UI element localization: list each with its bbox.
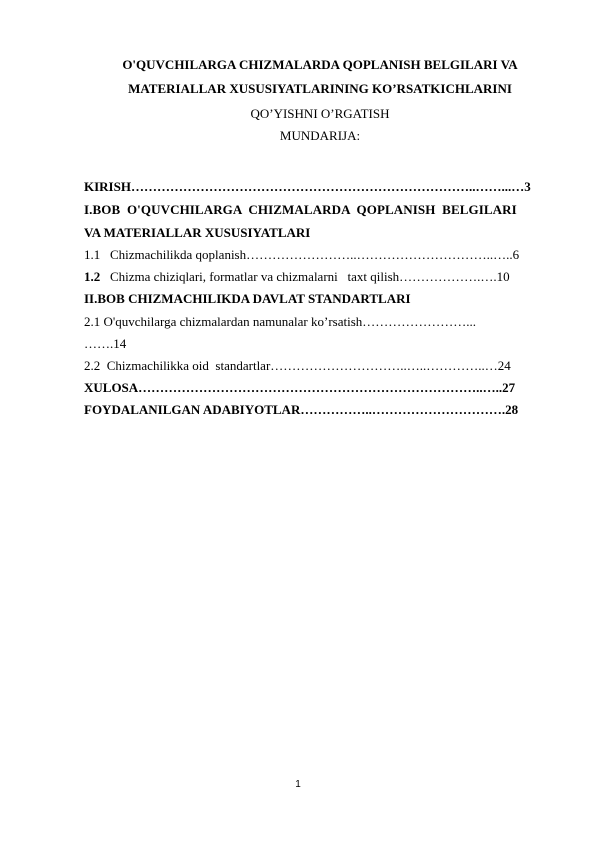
toc-entry-2-2: 2.2 Chizmachilikka oid standartlar…………………………..…..…………..…24 [84,358,511,373]
toc-entry-1-2-text: Chizma chiziqlari, formatlar va chizmalarni taxt qilish……………….….10 [100,269,510,284]
page-number: 1 [295,779,301,790]
contents-heading: MUNDARIJA: [279,128,361,143]
toc-entry-1-2: 1.2 Chizma chiziqlari, formatlar va chizmalarni taxt qilish……………….….10 [84,269,510,284]
toc-entry-2-1-page: …….14 [84,336,127,351]
title-line-2: MATERIALLAR XUSUSIYATLARINING KO’RSATKICHLARINI [128,81,512,96]
title-line-3: QO’YISHNI O’RGATISH [250,106,390,121]
toc-entry-xulosa: XULOSA……………………………………………………………………..…..27 [84,380,516,395]
toc-entry-chapter-1-cont: VA MATERIALLAR XUSUSIYATLARI [84,225,311,240]
toc-entry-kirish: KIRISH……………………………………………………………………..……...…3 [84,179,531,194]
toc-entry-adabiyotlar: FOYDALANILGAN ADABIYOTLAR……………..………………………….28 [84,402,519,417]
toc-entry-chapter-2: II.BOB CHIZMACHILIKDA DAVLAT STANDARTLARI [84,291,411,306]
toc-entry-1-1: 1.1 Chizmachilikda qoplanish……………………..…………………………..…..6 [84,247,520,262]
toc-entry-chapter-1: I.BOB O'QUVCHILARGA CHIZMALARDA QOPLANISH BELGILARI [84,202,517,217]
title-line-1: O'QUVCHILARGA CHIZMALARDA QOPLANISH BELGILARI VA [122,57,518,72]
toc-entry-2-1: 2.1 O'quvchilarga chizmalardan namunalar ko’rsatish……………………... [84,314,477,329]
